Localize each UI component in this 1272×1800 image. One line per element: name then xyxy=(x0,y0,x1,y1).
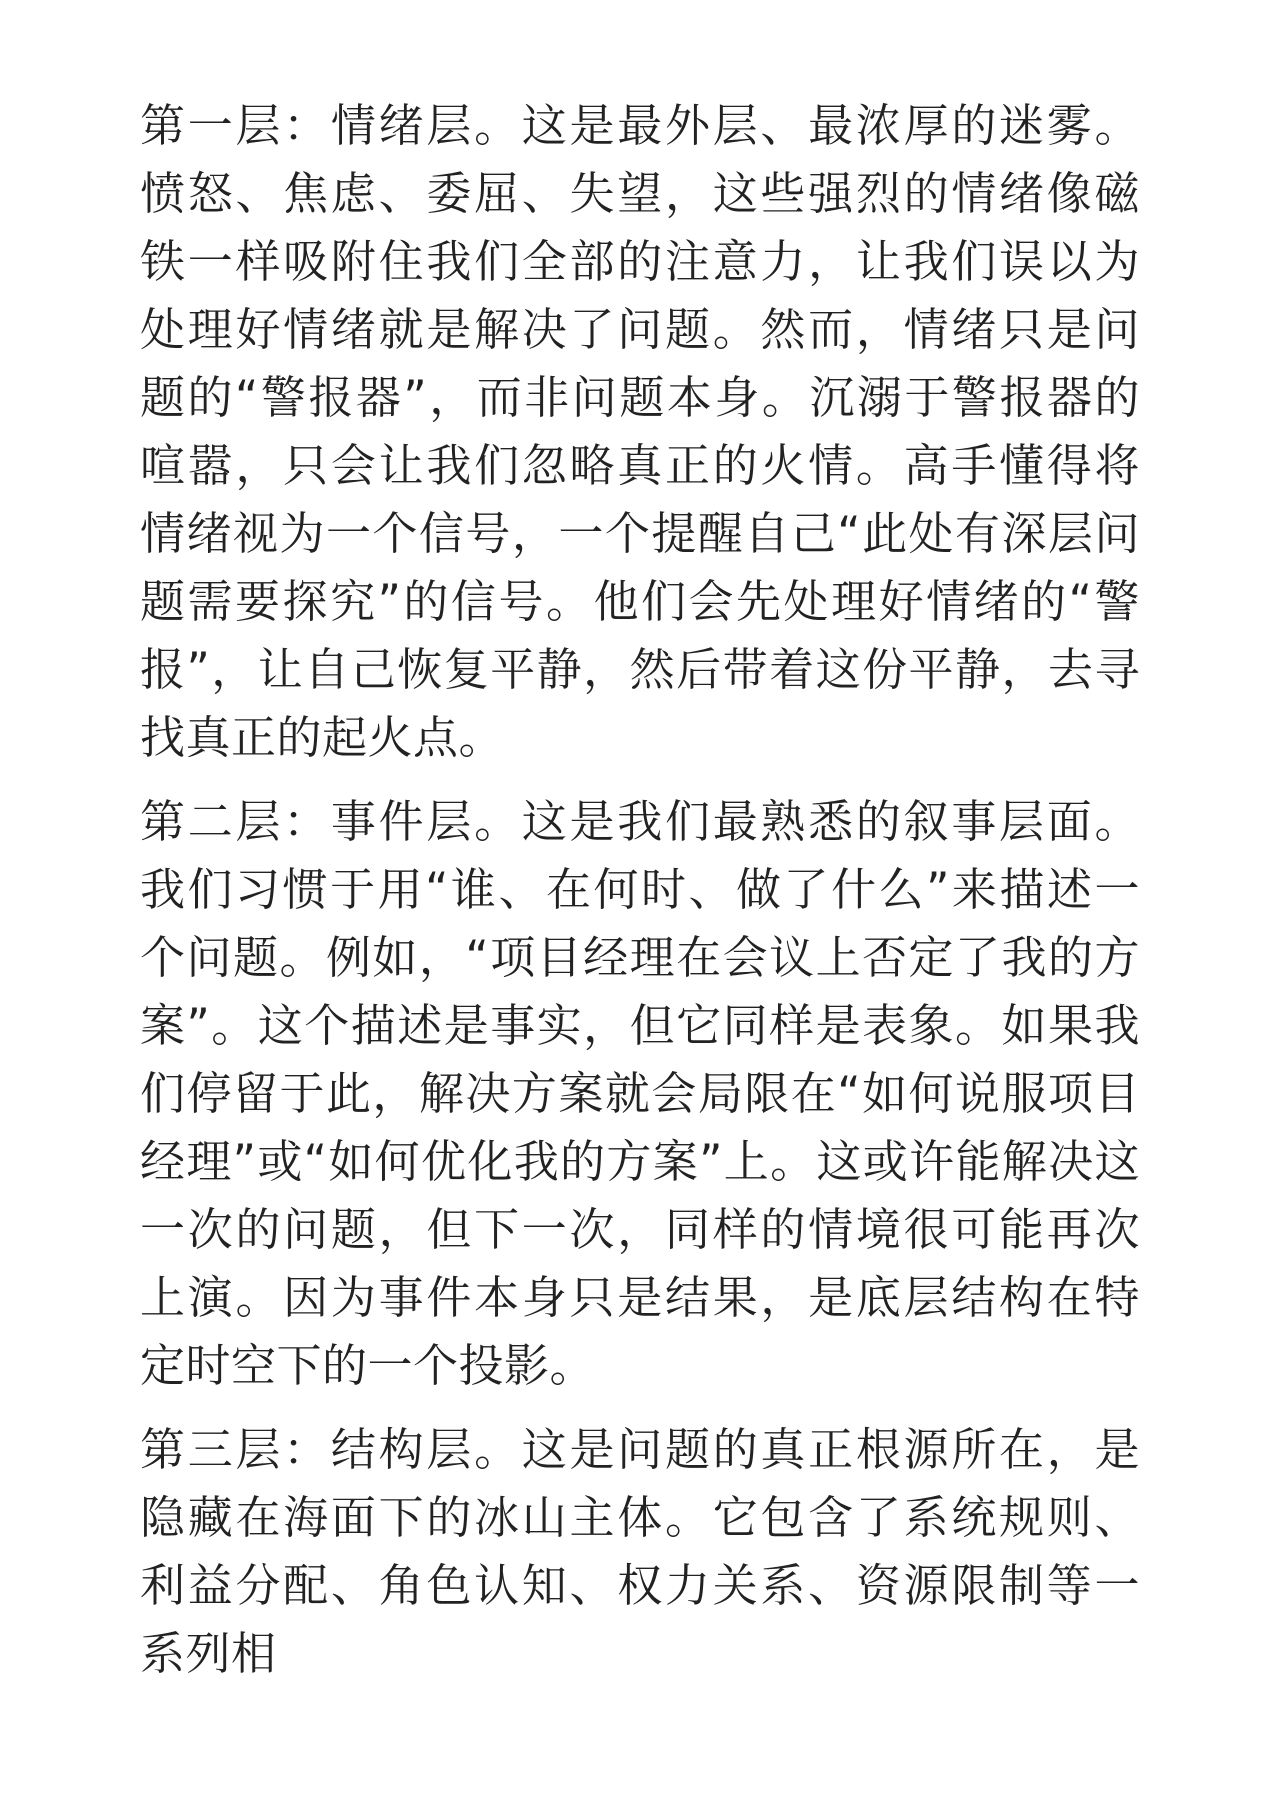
paragraph-structure-layer: 第三层：结构层。这是问题的真正根源所在，是隐藏在海面下的冰山主体。它包含了系统规则、利益分配、角色认知、权力关系、资源限制等一系列相 xyxy=(140,1423,1140,1680)
paragraph-emotion-layer: 第一层：情绪层。这是最外层、最浓厚的迷雾。愤怒、焦虑、委屈、失望，这些强烈的情绪像磁铁一样吸附住我们全部的注意力，让我们误以为处理好情绪就是解决了问题。然而，情绪只是问题的“警报器”，而非问题本身。沉溺于警报器的喧嚣，只会让我们忽略真正的火情。高手懂得将情绪视为一个信号，一个提醒自己“此处有深层问题需要探究”的信号。他们会先处理好情绪的“警报”，让自己恢复平静，然后带着这份平静，去寻找真正的起火点。 xyxy=(140,99,1140,764)
article-body xyxy=(140,92,1140,1704)
paragraph-event-layer: 第二层：事件层。这是我们最熟悉的叙事层面。我们习惯于用“谁、在何时、做了什么”来描述一个问题。例如，“项目经理在会议上否定了我的方案”。这个描述是事实，但它同样是表象。如果我们停留于此，解决方案就会局限在“如何说服项目经理”或“如何优化我的方案”上。这或许能解决这一次的问题，但下一次，同样的情境很可能再次上演。因为事件本身只是结果，是底层结构在特定时空下的一个投影。 xyxy=(140,795,1140,1392)
